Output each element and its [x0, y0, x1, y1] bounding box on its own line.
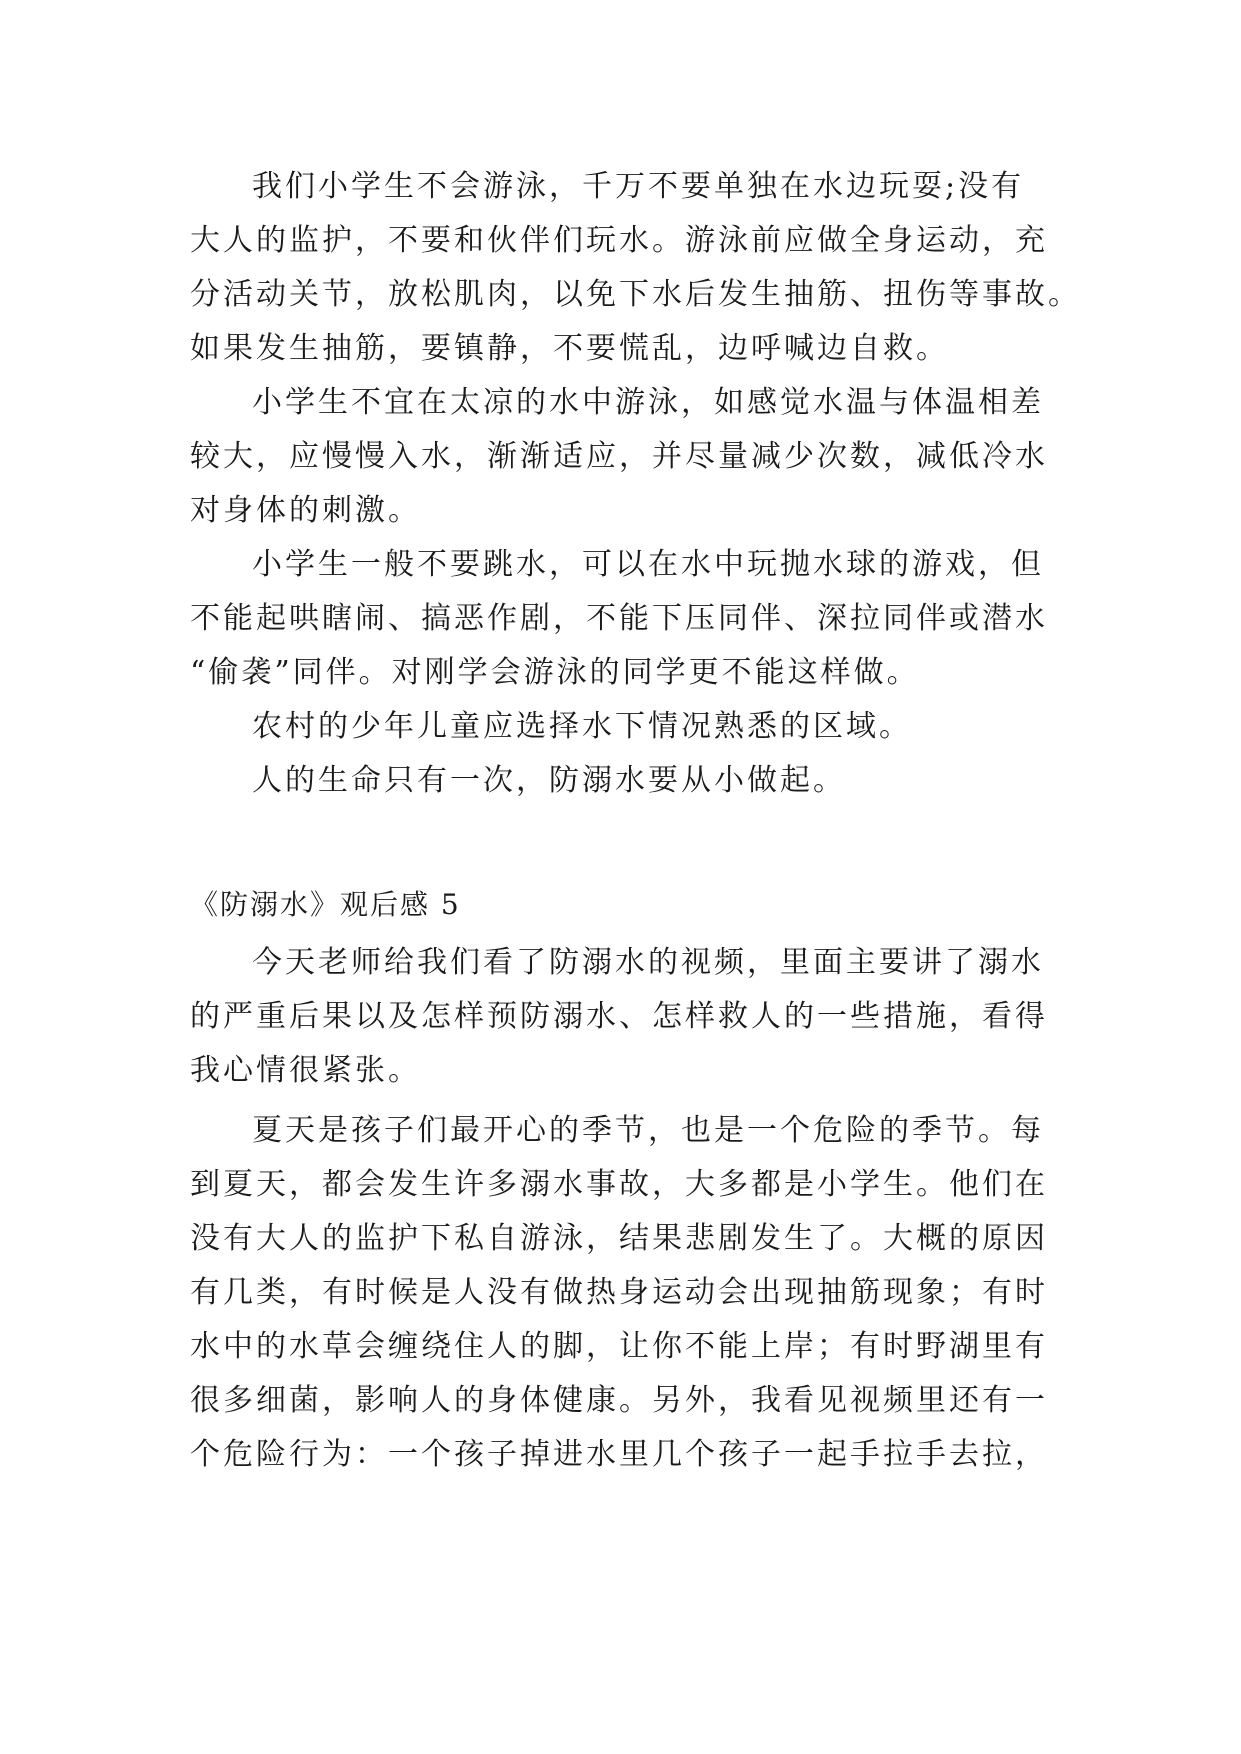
paragraph-1-line-4: 如果发生抽筋，要镇静，不要慌乱，边呼喊边自救。	[190, 331, 949, 366]
paragraph-7-line-4: 有几类，有时候是人没有做热身运动会出现抽筋现象；有时	[190, 1275, 1048, 1310]
paragraph-6-line-2: 的严重后果以及怎样预防溺水、怎样救人的一些措施，看得	[190, 999, 1048, 1034]
paragraph-6-line-3: 我心情很紧张。	[190, 1053, 421, 1088]
paragraph-7-line-7: 个危险行为：一个孩子掉进水里几个孩子一起手拉手去拉，	[190, 1437, 1048, 1472]
section-title: 《防溺水》观后感 5	[190, 888, 461, 921]
paragraph-7-line-6: 很多细菌，影响人的身体健康。另外，我看见视频里还有一	[190, 1383, 1048, 1418]
paragraph-6-line-1: 今天老师给我们看了防溺水的视频，里面主要讲了溺水	[252, 945, 1044, 980]
paragraph-1-line-2: 大人的监护，不要和伙伴们玩水。游泳前应做全身运动，充	[190, 223, 1048, 258]
paragraph-3-line-1: 小学生一般不要跳水，可以在水中玩抛水球的游戏，但	[252, 547, 1044, 582]
paragraph-7-line-3: 没有大人的监护下私自游泳，结果悲剧发生了。大概的原因	[190, 1221, 1048, 1256]
paragraph-7-line-2: 到夏天，都会发生许多溺水事故，大多都是小学生。他们在	[190, 1167, 1048, 1202]
paragraph-1-line-3: 分活动关节，放松肌肉，以免下水后发生抽筋、扭伤等事故。	[190, 277, 1081, 312]
paragraph-3-line-3: “偷袭”同伴。对刚学会游泳的同学更不能这样做。	[190, 655, 920, 690]
paragraph-4-line-1: 农村的少年儿童应选择水下情况熟悉的区域。	[252, 709, 912, 744]
paragraph-7-line-5: 水中的水草会缠绕住人的脚，让你不能上岸；有时野湖里有	[190, 1329, 1048, 1364]
paragraph-7-line-1: 夏天是孩子们最开心的季节，也是一个危险的季节。每	[252, 1113, 1044, 1148]
paragraph-1-line-1: 我们小学生不会游泳，千万不要单独在水边玩耍;没有	[252, 169, 1025, 204]
paragraph-5-line-1: 人的生命只有一次，防溺水要从小做起。	[252, 763, 846, 798]
paragraph-2-line-1: 小学生不宜在太凉的水中游泳，如感觉水温与体温相差	[252, 385, 1044, 420]
paragraph-2-line-3: 对身体的刺激。	[190, 493, 421, 528]
paragraph-2-line-2: 较大，应慢慢入水，渐渐适应，并尽量减少次数，减低冷水	[190, 439, 1048, 474]
paragraph-3-line-2: 不能起哄瞎闹、搞恶作剧，不能下压同伴、深拉同伴或潜水	[190, 601, 1048, 636]
